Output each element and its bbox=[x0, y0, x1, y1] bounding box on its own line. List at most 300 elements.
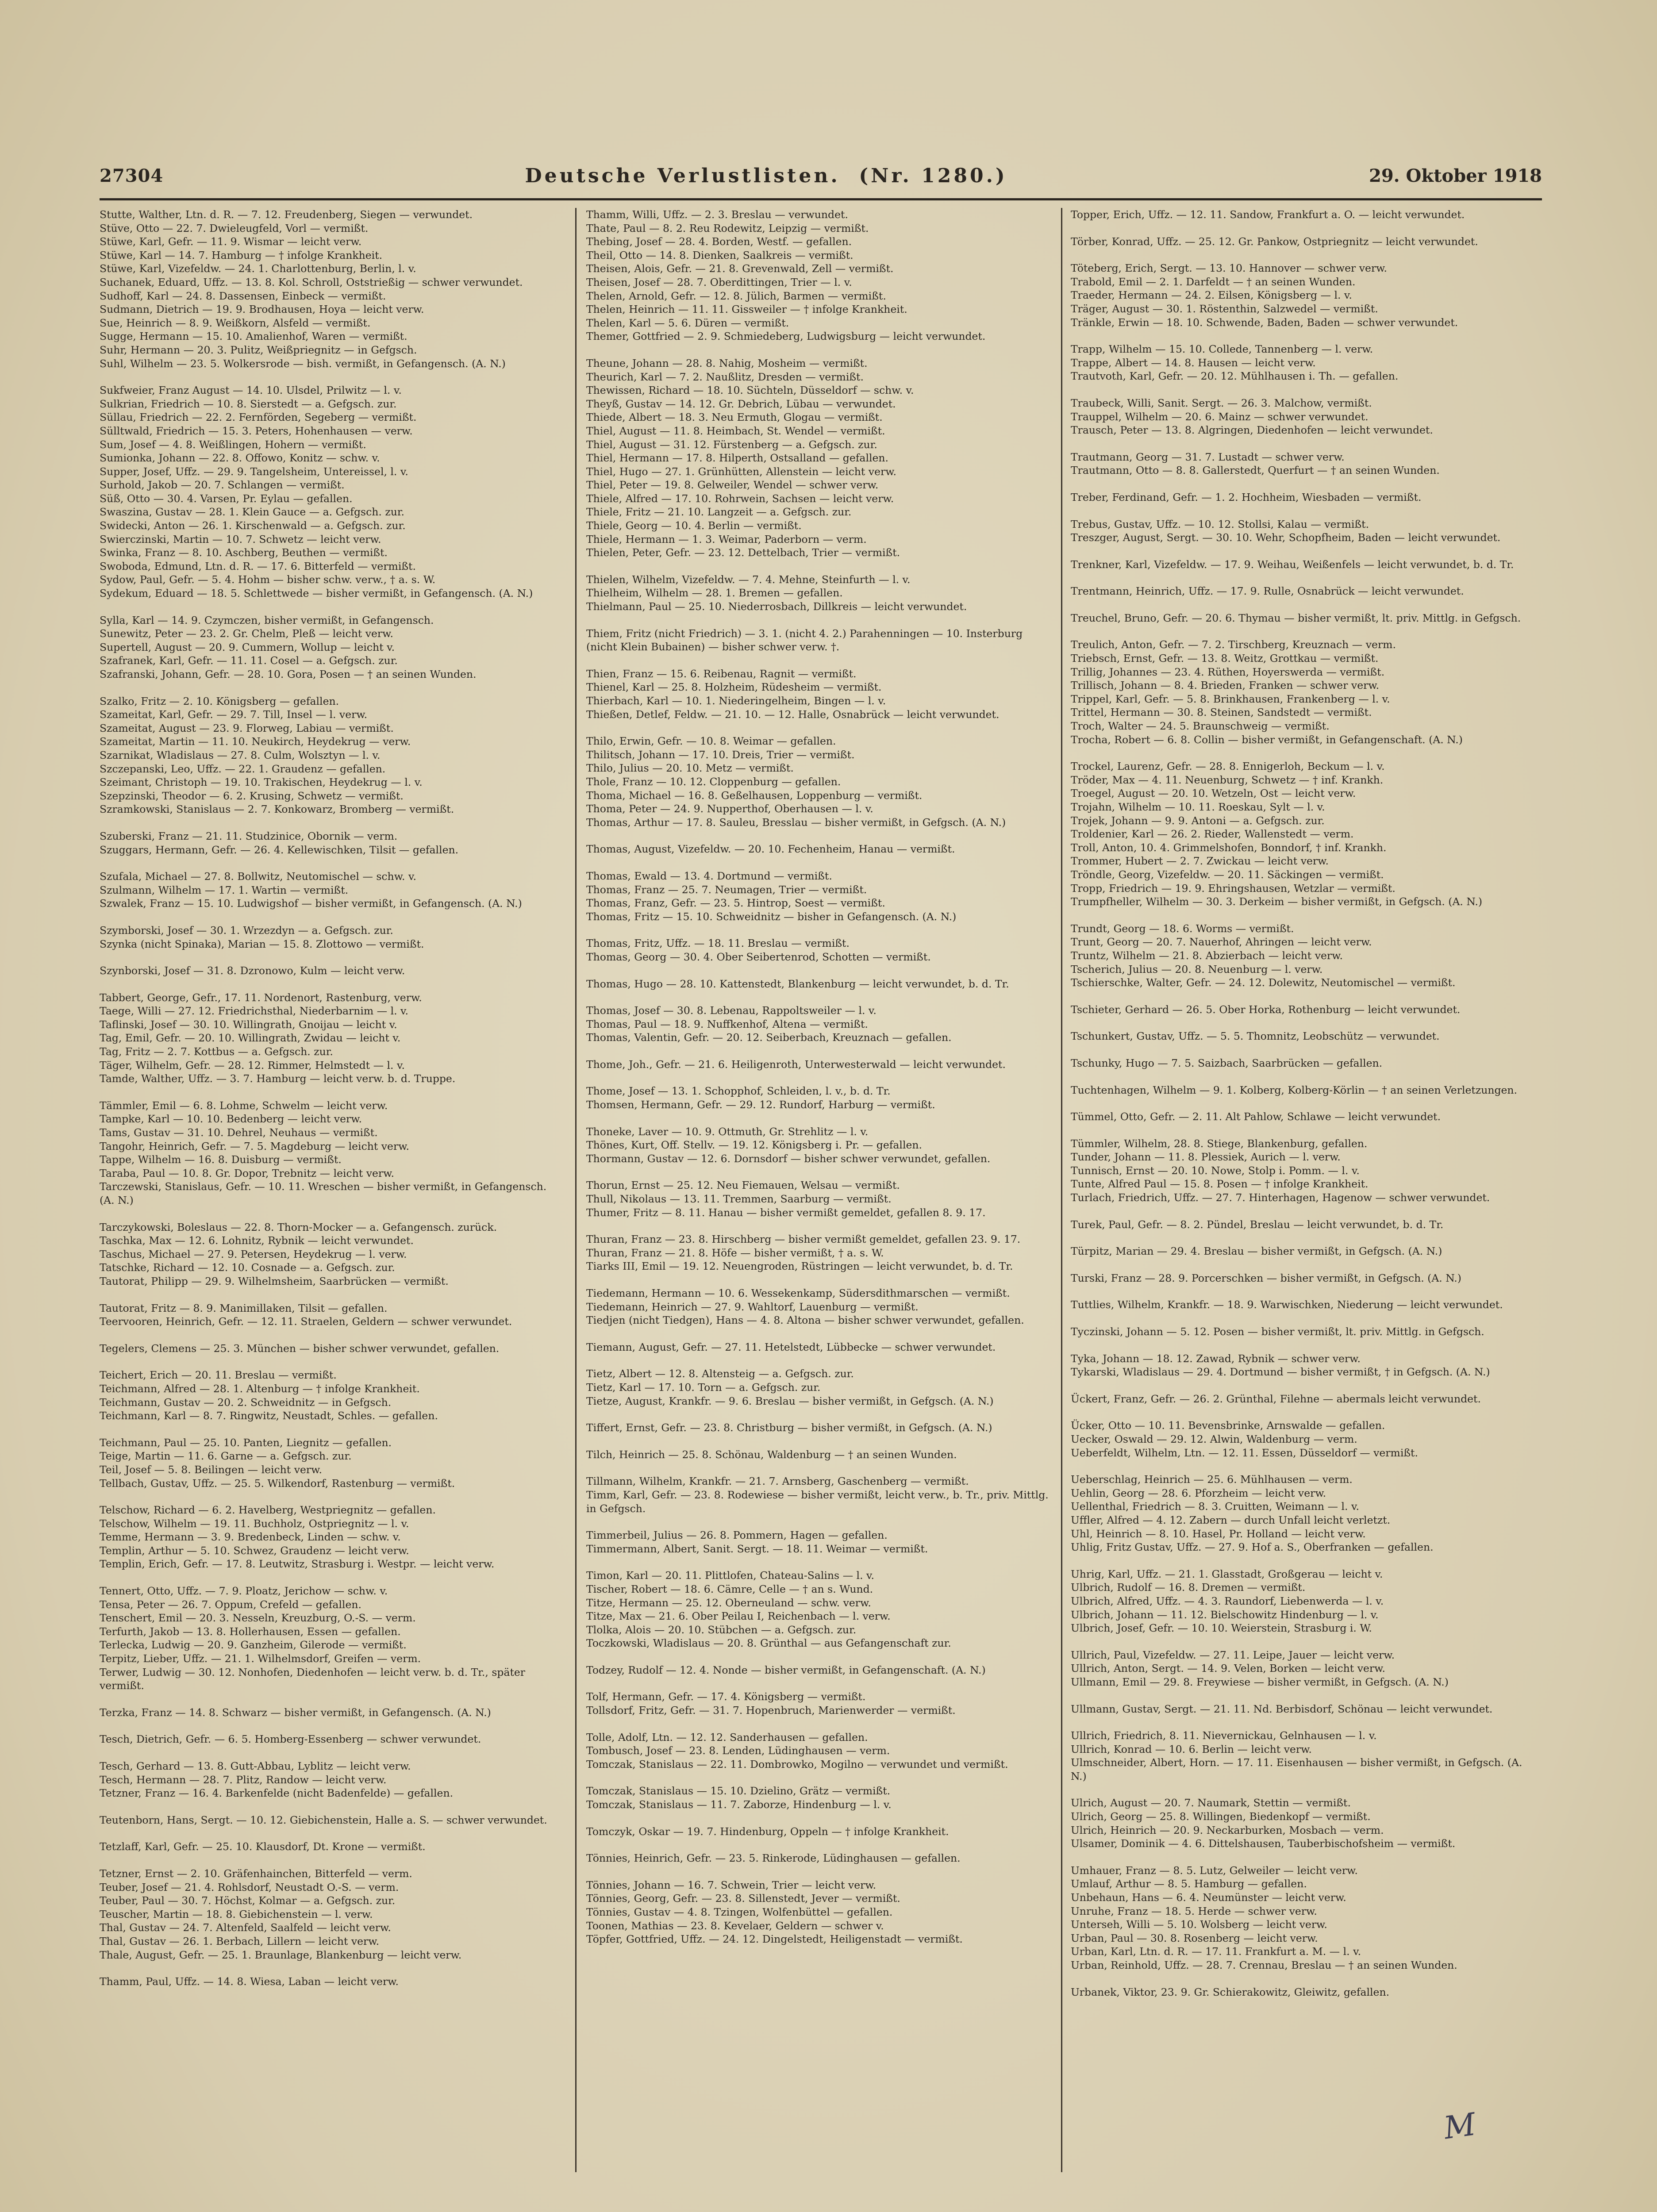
casualty-entry: Tlolka, Alois — 20. 10. Stübchen — a. Gefgsch. zur. bbox=[586, 1623, 857, 1636]
casualty-entry: Uecker, Oswald — 29. 12. Alwin, Waldenburg — verm. bbox=[1071, 1433, 1357, 1445]
casualty-entry: Telschow, Richard — 6. 2. Havelberg, Westpriegnitz — gefallen. bbox=[100, 1504, 436, 1517]
casualty-entry: Templin, Arthur — 5. 10. Schwez, Graudenz — leicht verw. bbox=[100, 1544, 409, 1557]
casualty-entry: Thamm, Paul, Uffz. — 14. 8. Wiesa, Laban — leicht verw. bbox=[100, 1975, 399, 1988]
casualty-entry: Tesch, Gerhard — 13. 8. Gutt-Abbau, Lyblitz — leicht verw. bbox=[100, 1760, 411, 1772]
casualty-entry: Tröder, Max — 4. 11. Neuenburg, Schwetz — † inf. Krankh. bbox=[1071, 773, 1384, 786]
entry-gap bbox=[100, 1962, 564, 1975]
casualty-entry: Töteberg, Erich, Sergt. — 13. 10. Hannover — schwer verw. bbox=[1071, 262, 1387, 275]
casualty-entry: Thomas, Franz — 25. 7. Neumagen, Trier — vermißt. bbox=[586, 883, 867, 896]
casualty-entry: Sugge, Hermann — 15. 10. Amalienhof, Waren — vermißt. bbox=[100, 330, 408, 343]
casualty-entry: Thate, Paul — 8. 2. Reu Rodewitz, Leipzig — vermißt. bbox=[586, 222, 869, 234]
entry-gap bbox=[1071, 248, 1535, 261]
casualty-entry: Suchanek, Eduard, Uffz. — 13. 8. Kol. Schroll, Oststrießig — schwer verwundet. bbox=[100, 276, 523, 288]
casualty-entry: Trillig, Johannes — 23. 4. Rüthen, Hoyerswerda — vermißt. bbox=[1071, 665, 1385, 678]
issue-date: 29. Oktober 1918 bbox=[1369, 165, 1542, 186]
casualty-entry: Tränkle, Erwin — 18. 10. Schwende, Baden, Baden — schwer verwundet. bbox=[1071, 316, 1458, 329]
entry-gap bbox=[1071, 222, 1535, 235]
casualty-entry: Türpitz, Marian — 29. 4. Breslau — bisher vermißt, in Gefgsch. (A. N.) bbox=[1071, 1245, 1442, 1258]
casualty-entry: Trunt, Georg — 20. 7. Nauerhof, Ahringen — leicht verw. bbox=[1071, 936, 1372, 949]
entry-gap bbox=[100, 1800, 564, 1813]
casualty-entry: Troegel, August — 20. 10. Wetzeln, Ost — leicht verw. bbox=[1071, 787, 1356, 800]
casualty-entry: Szameitat, August — 23. 9. Florweg, Labiau — vermißt. bbox=[100, 722, 394, 734]
casualty-entry: Tappe, Wilhelm — 16. 8. Duisburg — vermißt. bbox=[100, 1153, 342, 1166]
casualty-entry: Sumionka, Johann — 22. 8. Offowo, Konitz — schw. v. bbox=[100, 452, 380, 465]
casualty-entry: Thielmann, Paul — 25. 10. Niederrosbach, Dillkreis — leicht verwundet. bbox=[586, 600, 967, 613]
casualty-entry: Tiemann, August, Gefr. — 27. 11. Hetelstedt, Lübbecke — schwer verwundet. bbox=[586, 1340, 996, 1353]
casualty-entry: Theisen, Josef — 28. 7. Oberdittingen, Trier — l. v. bbox=[586, 276, 852, 288]
casualty-entry: Sum, Josef — 4. 8. Weißlingen, Hohern — vermißt. bbox=[100, 438, 366, 451]
entry-gap bbox=[586, 923, 1051, 937]
casualty-entry: Thoneke, Laver — 10. 9. Ottmuth, Gr. Strehlitz — l. v. bbox=[586, 1125, 869, 1138]
casualty-entry: Szuggars, Hermann, Gefr. — 26. 4. Kellewischken, Tilsit — gefallen. bbox=[100, 843, 459, 856]
casualty-entry: Tischer, Robert — 18. 6. Cämre, Celle — † an s. Wund. bbox=[586, 1582, 873, 1595]
casualty-entry: Ückert, Franz, Gefr. — 26. 2. Grünthal, Filehne — abermals leicht verwundet. bbox=[1071, 1392, 1481, 1405]
casualty-entry: Tabbert, George, Gefr., 17. 11. Nordenort, Rastenburg, verw. bbox=[100, 991, 422, 1004]
entry-gap bbox=[100, 1719, 564, 1732]
title-text: Deutsche Verlustlisten. bbox=[525, 164, 840, 187]
casualty-entry: Troll, Anton, 10. 4. Grimmelshofen, Bonndorf, † inf. Krankh. bbox=[1071, 841, 1387, 854]
entry-gap bbox=[1071, 1258, 1535, 1271]
casualty-entry: Thien, Franz — 15. 6. Reibenau, Ragnit — vermißt. bbox=[586, 667, 857, 680]
entry-gap bbox=[1071, 1459, 1535, 1473]
casualty-entry: Thießen, Detlef, Feldw. — 21. 10. — 12. Halle, Osnabrück — leicht verwundet. bbox=[586, 708, 1000, 721]
casualty-entry: Ulsamer, Dominik — 4. 6. Dittelshausen, Tauberbischofsheim — vermißt. bbox=[1071, 1837, 1456, 1850]
entry-gap bbox=[1071, 1231, 1535, 1244]
casualty-entry: Tensa, Peter — 26. 7. Oppum, Crefeld — gefallen. bbox=[100, 1598, 361, 1611]
casualty-entry: Trittel, Hermann — 30. 8. Steinen, Sandstedt — vermißt. bbox=[1071, 706, 1372, 719]
casualty-entry: Thönes, Kurt, Off. Stellv. — 19. 12. Königsberg i. Pr. — gefallen. bbox=[586, 1139, 922, 1152]
casualty-entry: Uhl, Heinrich — 8. 10. Hasel, Pr. Holland — leicht verw. bbox=[1071, 1527, 1366, 1540]
casualty-entry: Szulmann, Wilhelm — 17. 1. Wartin — vermißt. bbox=[100, 883, 349, 896]
casualty-entry: Trojahn, Wilhelm — 10. 11. Roeskau, Sylt — l. v. bbox=[1071, 801, 1325, 813]
casualty-entry: Turlach, Friedrich, Uffz. — 27. 7. Hinterhagen, Hagenow — schwer verwundet. bbox=[1071, 1191, 1490, 1204]
entry-gap bbox=[1071, 746, 1535, 760]
casualty-entry: Sudmann, Dietrich — 19. 9. Brodhausen, Hoya — leicht verw. bbox=[100, 303, 424, 316]
entry-gap bbox=[1071, 383, 1535, 396]
casualty-entry: Thiel, Hugo — 27. 1. Grünhütten, Allenstein — leicht verw. bbox=[586, 465, 897, 478]
entry-gap bbox=[586, 1354, 1051, 1367]
entry-gap bbox=[586, 654, 1051, 667]
casualty-entry: Tschieter, Gerhard — 26. 5. Ober Horka, Rothenburg — leicht verwundet. bbox=[1071, 1003, 1461, 1016]
casualty-entry: Thielheim, Wilhelm — 28. 1. Bremen — gefallen. bbox=[586, 587, 843, 599]
casualty-entry: Timm, Karl, Gefr. — 23. 8. Rodewiese — bisher vermißt, leicht verw., b. Tr., priv. Mittlg. in Gefgsch. bbox=[586, 1488, 1049, 1515]
casualty-entry: Unbehaun, Hans — 6. 4. Neumünster — leicht verw. bbox=[1071, 1891, 1346, 1904]
casualty-entry: Taraba, Paul — 10. 8. Gr. Dopor, Trebnitz — leicht verw. bbox=[100, 1167, 394, 1179]
casualty-entry: Thomsen, Hermann, Gefr. — 29. 12. Rundorf, Harburg — vermißt. bbox=[586, 1098, 935, 1111]
column-divider-1 bbox=[575, 208, 577, 2172]
casualty-entry: Turek, Paul, Gefr. — 8. 2. Pündel, Breslau — leicht verwundet, b. d. Tr. bbox=[1071, 1218, 1444, 1231]
casualty-entry: Unruhe, Franz — 18. 5. Herde — schwer verw. bbox=[1071, 1905, 1317, 1917]
casualty-entry: Teuscher, Martin — 18. 8. Giebichenstein — l. verw. bbox=[100, 1908, 373, 1920]
casualty-entry: Treszger, August, Sergt. — 30. 10. Wehr, Schopfheim, Baden — leicht verwundet. bbox=[1071, 531, 1501, 544]
casualty-entry: Tolle, Adolf, Ltn. — 12. 12. Sanderhausen — gefallen. bbox=[586, 1731, 868, 1743]
entry-gap bbox=[100, 978, 564, 991]
casualty-entry: Taschka, Max — 12. 6. Lohnitz, Rybnik — leicht verwundet. bbox=[100, 1234, 414, 1247]
casualty-entry: Stüwe, Karl, Gefr. — 11. 9. Wismar — leicht verw. bbox=[100, 235, 362, 248]
casualty-entry: Tykarski, Wladislaus — 29. 4. Dortmund — bisher vermißt, † in Gefgsch. (A. N.) bbox=[1071, 1366, 1490, 1379]
casualty-entry: Ulrich, Georg — 25. 8. Willingen, Biedenkopf — vermißt. bbox=[1071, 1810, 1371, 1823]
entry-gap bbox=[1071, 1716, 1535, 1729]
entry-gap bbox=[100, 600, 564, 614]
casualty-entry: Sudhoff, Karl — 24. 8. Dassensen, Einbeck — vermißt. bbox=[100, 289, 386, 302]
casualty-entry: Szarnikat, Wladislaus — 27. 8. Culm, Wolsztyn — l. v. bbox=[100, 749, 381, 761]
casualty-entry: Szepzinski, Theodor — 6. 2. Krusing, Schwetz — vermißt. bbox=[100, 789, 404, 802]
entry-gap bbox=[100, 1288, 564, 1302]
casualty-entry: Uhlig, Fritz Gustav, Uffz. — 27. 9. Hof a. S., Oberfranken — gefallen. bbox=[1071, 1541, 1434, 1554]
entry-gap bbox=[586, 1771, 1051, 1784]
casualty-entry: Tunder, Johann — 11. 8. Plessiek, Aurich — l. verw. bbox=[1071, 1151, 1341, 1164]
entry-gap bbox=[1071, 1689, 1535, 1702]
casualty-entry: Trumpfheller, Wilhelm — 30. 3. Derkeim — bisher vermißt, in Gefgsch. (A. N.) bbox=[1071, 895, 1483, 908]
casualty-entry: Tämmler, Emil — 6. 8. Lohme, Schwelm — leicht verw. bbox=[100, 1099, 388, 1112]
entry-gap bbox=[586, 1071, 1051, 1084]
casualty-entry: Teige, Martin — 11. 6. Garne — a. Gefgsch. zur. bbox=[100, 1450, 352, 1463]
casualty-entry: Trautvoth, Karl, Gefr. — 20. 12. Mühlhausen i. Th. — gefallen. bbox=[1071, 370, 1399, 383]
casualty-entry: Thelen, Karl — 5. 6. Düren — vermißt. bbox=[586, 316, 789, 329]
casualty-entry: Trautmann, Otto — 8. 8. Gallerstedt, Querfurt — † an seinen Wunden. bbox=[1071, 464, 1440, 477]
casualty-entry: Thamm, Willi, Uffz. — 2. 3. Breslau — verwundet. bbox=[586, 208, 848, 221]
casualty-entry: Swoboda, Edmund, Ltn. d. R. — 17. 6. Bitterfeld — vermißt. bbox=[100, 560, 416, 572]
casualty-entry: Ulrich, August — 20. 7. Naumark, Stettin — vermißt. bbox=[1071, 1797, 1351, 1809]
casualty-entry: Trocha, Robert — 6. 8. Collin — bisher vermißt, in Gefangenschaft. (A. N.) bbox=[1071, 733, 1463, 746]
casualty-entry: Thomas, Fritz, Uffz. — 18. 11. Breslau — vermißt. bbox=[586, 937, 850, 950]
casualty-entry: Tillmann, Wilhelm, Krankfr. — 21. 7. Arnsberg, Gaschenberg — vermißt. bbox=[586, 1475, 969, 1488]
casualty-entry: Uehlin, Georg — 28. 6. Pforzheim — leicht verw. bbox=[1071, 1486, 1326, 1499]
casualty-entry: Timmermann, Albert, Sanit. Sergt. — 18. 11. Weimar — vermißt. bbox=[586, 1542, 928, 1555]
casualty-entry: Telschow, Wilhelm — 19. 11. Buchholz, Ostpriegnitz — l. v. bbox=[100, 1517, 409, 1530]
casualty-entry: Thiede, Albert — 18. 3. Neu Ermuth, Glogau — vermißt. bbox=[586, 411, 883, 424]
casualty-entry: Trabold, Emil — 2. 1. Darfeldt — † an seinen Wunden. bbox=[1071, 275, 1356, 288]
casualty-entry: Umlauf, Arthur — 8. 5. Hamburg — gefallen. bbox=[1071, 1878, 1307, 1890]
casualty-entry: Teichmann, Alfred — 28. 1. Altenburg — † infolge Krankheit. bbox=[100, 1382, 420, 1395]
casualty-entry: Sulkrian, Friedrich — 10. 8. Sierstedt — a. Gefgsch. zur. bbox=[100, 397, 397, 410]
casualty-entry: Sunewitz, Peter — 23. 2. Gr. Chelm, Pleß — leicht verw. bbox=[100, 627, 393, 640]
casualty-entry: Thoma, Michael — 16. 8. Geßelhausen, Loppenburg — vermißt. bbox=[586, 789, 923, 802]
casualty-entry: Tennert, Otto, Uffz. — 7. 9. Ploatz, Jerichow — schw. v. bbox=[100, 1585, 388, 1598]
casualty-entry: Töpfer, Gottfried, Uffz. — 24. 12. Dingelstedt, Heiligenstadt — vermißt. bbox=[586, 1933, 963, 1946]
entry-gap bbox=[586, 1812, 1051, 1825]
column-2 bbox=[586, 208, 1051, 2181]
entry-gap bbox=[586, 1327, 1051, 1340]
entry-gap bbox=[1071, 1124, 1535, 1137]
casualty-entry: Tiedemann, Hermann — 10. 6. Wessekenkamp, Südersdithmarschen — vermißt. bbox=[586, 1287, 1010, 1299]
casualty-entry: Szufala, Michael — 27. 8. Bollwitz, Neutomischel — schw. v. bbox=[100, 870, 416, 883]
casualty-entry: Thoma, Peter — 24. 9. Nupperthof, Oberhausen — l. v. bbox=[586, 803, 873, 815]
casualty-entry: Timon, Karl — 20. 11. Plittlofen, Chateau-Salins — l. v. bbox=[586, 1569, 874, 1582]
casualty-entry: Toonen, Mathias — 23. 8. Kevelaer, Geldern — schwer v. bbox=[586, 1919, 884, 1932]
entry-gap bbox=[100, 1571, 564, 1584]
casualty-entry: Sydow, Paul, Gefr. — 5. 4. Hohm — bisher schw. verw., † a. s. W. bbox=[100, 573, 436, 586]
casualty-entry: Stutte, Walther, Ltn. d. R. — 7. 12. Freudenberg, Siegen — verwundet. bbox=[100, 208, 473, 221]
casualty-entry: Uffler, Alfred — 4. 12. Zabern — durch Unfall leicht verletzt. bbox=[1071, 1513, 1391, 1526]
casualty-entry: Ulbrich, Josef, Gefr. — 10. 10. Weierstein, Strasburg i. W. bbox=[1071, 1622, 1372, 1635]
casualty-entry: Thal, Gustav — 24. 7. Altenfeld, Saalfeld — leicht verw. bbox=[100, 1921, 391, 1934]
casualty-entry: Tolf, Hermann, Gefr. — 17. 4. Königsberg — vermißt. bbox=[586, 1690, 866, 1703]
entry-gap bbox=[100, 1490, 564, 1503]
entry-gap bbox=[586, 1165, 1051, 1179]
casualty-entry: Sukfweier, Franz August — 14. 10. Ulsdel, Prilwitz — l. v. bbox=[100, 384, 402, 397]
entry-gap bbox=[100, 910, 564, 924]
entry-gap bbox=[586, 1717, 1051, 1731]
entry-gap bbox=[1071, 1070, 1535, 1083]
casualty-entry: Tönnies, Heinrich, Gefr. — 23. 5. Rinkerode, Lüdinghausen — gefallen. bbox=[586, 1852, 961, 1865]
casualty-entry: Tollsdorf, Fritz, Gefr. — 31. 7. Hopenbruch, Marienwerder — vermißt. bbox=[586, 1704, 956, 1717]
casualty-entry: Thelen, Heinrich — 11. 11. Gissweiler — † infolge Krankheit. bbox=[586, 303, 907, 316]
casualty-entry: Tesch, Hermann — 28. 7. Plitz, Randow — leicht verw. bbox=[100, 1773, 387, 1786]
casualty-entry: Trebus, Gustav, Uffz. — 10. 12. Stollsi, Kalau — vermißt. bbox=[1071, 518, 1369, 530]
casualty-entry: Thormann, Gustav — 12. 6. Dornsdorf — bisher schwer verwundet, gefallen. bbox=[586, 1152, 991, 1165]
entry-gap bbox=[1071, 504, 1535, 518]
entry-gap bbox=[586, 560, 1051, 573]
casualty-entry: Thiele, Hermann — 1. 3. Weimar, Paderborn — verm. bbox=[586, 533, 867, 545]
casualty-entry: Tunte, Alfred Paul — 15. 8. Posen — † infolge Krankheit. bbox=[1071, 1178, 1369, 1190]
entry-gap bbox=[100, 1693, 564, 1706]
casualty-entry: Tomczak, Stanislaus — 22. 11. Dombrowko, Mogilno — verwundet und vermißt. bbox=[586, 1758, 1008, 1770]
casualty-entry: Tuchtenhagen, Wilhelm — 9. 1. Kolberg, Kolberg-Körlin — † an seinen Verletzungen. bbox=[1071, 1083, 1518, 1096]
casualty-entry: Täger, Wilhelm, Gefr. — 28. 12. Rimmer, Helmstedt — l. v. bbox=[100, 1059, 405, 1071]
entry-gap bbox=[586, 1650, 1051, 1663]
entry-gap bbox=[1071, 625, 1535, 638]
casualty-entry: Tscherich, Julius — 20. 8. Neuenburg — l. verw. bbox=[1071, 963, 1323, 975]
casualty-entry: Stüwe, Karl — 14. 7. Hamburg — † infolge Krankheit. bbox=[100, 249, 383, 261]
casualty-entry: Tschunky, Hugo — 7. 5. Saizbach, Saarbrücken — gefallen. bbox=[1071, 1056, 1383, 1069]
handwritten-mark: M bbox=[1442, 2106, 1478, 2147]
entry-gap bbox=[1071, 477, 1535, 491]
casualty-entry: Triebsch, Ernst, Gefr. — 13. 8. Weitz, Grottkau — vermißt. bbox=[1071, 652, 1379, 665]
casualty-entry: Szafranek, Karl, Gefr. — 11. 11. Cosel — a. Gefgsch. zur. bbox=[100, 654, 398, 667]
column-3 bbox=[1071, 208, 1535, 2181]
entry-gap bbox=[586, 991, 1051, 1004]
casualty-entry: Tams, Gustav — 31. 10. Dehrel, Neuhaus — vermißt. bbox=[100, 1126, 378, 1139]
casualty-entry: Terlecka, Ludwig — 20. 9. Ganzheim, Gilerode — vermißt. bbox=[100, 1639, 407, 1651]
casualty-entry: Swidecki, Anton — 26. 1. Kirschenwald — a. Gefgsch. zur. bbox=[100, 519, 406, 532]
casualty-entry: Trauppel, Wilhelm — 20. 6. Mainz — schwer verwundet. bbox=[1071, 410, 1369, 423]
entry-gap bbox=[1071, 1635, 1535, 1648]
casualty-entry: Urban, Paul — 30. 8. Rosenberg — leicht verw. bbox=[1071, 1932, 1318, 1944]
casualty-entry: Tietz, Karl — 17. 10. Torn — a. Gefgsch. zur. bbox=[586, 1381, 821, 1394]
column-1 bbox=[100, 208, 564, 2181]
casualty-entry: Teichmann, Gustav — 20. 2. Schweidnitz — in Gefgsch. bbox=[100, 1396, 392, 1409]
casualty-entry: Sülltwald, Friedrich — 15. 3. Peters, Hohenhausen — verw. bbox=[100, 424, 413, 437]
casualty-entry: Theurich, Karl — 7. 2. Naußlitz, Dresden — vermißt. bbox=[586, 370, 864, 383]
entry-gap bbox=[586, 1435, 1051, 1448]
casualty-entry: Thomas, Fritz — 15. 10. Schweidnitz — bisher in Gefangensch. (A. N.) bbox=[586, 910, 957, 923]
casualty-entry: Swaszina, Gustav — 28. 1. Klein Gauce — a. Gefgsch. zur. bbox=[100, 506, 404, 518]
casualty-entry: Szymborski, Josef — 30. 1. Wrzezdyn — a. Gefgsch. zur. bbox=[100, 924, 393, 937]
casualty-entry: Trockel, Laurenz, Gefr. — 28. 8. Ennigerloh, Beckum — l. v. bbox=[1071, 760, 1385, 773]
casualty-entry: Tatschke, Richard — 12. 10. Cosnade — a. Gefgsch. zur. bbox=[100, 1261, 395, 1274]
casualty-entry: Thal, Gustav — 26. 1. Berbach, Lillern — leicht verw. bbox=[100, 1935, 380, 1947]
entry-gap bbox=[1071, 1972, 1535, 1985]
casualty-entry: Szeimant, Christoph — 19. 10. Trakischen, Heydekrug — l. v. bbox=[100, 776, 423, 789]
casualty-entry: Szynborski, Josef — 31. 8. Dzronowo, Kulm — leicht verw. bbox=[100, 964, 405, 977]
casualty-entry: Tyka, Johann — 18. 12. Zawad, Rybnik — schwer verw. bbox=[1071, 1352, 1361, 1365]
casualty-entry: Tümmel, Otto, Gefr. — 2. 11. Alt Pahlow, Schlawe — leicht verwundet. bbox=[1071, 1110, 1441, 1123]
casualty-entry: Träger, August — 30. 1. Röstenthin, Salzwedel — vermißt. bbox=[1071, 302, 1378, 315]
casualty-entry: Trojek, Johann — 9. 9. Antoni — a. Gefgsch. zur. bbox=[1071, 814, 1325, 827]
casualty-entry: Theyß, Gustav — 14. 12. Gr. Debrich, Lübau — verwundet. bbox=[586, 397, 896, 410]
entry-gap bbox=[586, 1219, 1051, 1233]
casualty-entry: Thewissen, Richard — 18. 10. Süchteln, Düsseldorf — schw. v. bbox=[586, 384, 914, 397]
casualty-entry: Tietz, Albert — 12. 8. Altensteig — a. Gefgsch. zur. bbox=[586, 1367, 854, 1380]
casualty-entry: Urban, Karl, Ltn. d. R. — 17. 11. Frankfurt a. M. — l. v. bbox=[1071, 1945, 1361, 1958]
casualty-entry: Truntz, Wilhelm — 21. 8. Abzierbach — leicht verw. bbox=[1071, 949, 1343, 962]
casualty-entry: Tümmler, Wilhelm, 28. 8. Stiege, Blankenburg, gefallen. bbox=[1071, 1137, 1368, 1150]
casualty-entry: Trenkner, Karl, Vizefeldw. — 17. 9. Weihau, Weißenfels — leicht verwundet, b. d. Tr. bbox=[1071, 558, 1514, 571]
casualty-entry: Tampke, Karl — 10. 10. Bedenberg — leicht verw. bbox=[100, 1113, 362, 1125]
casualty-entry: Tamde, Walther, Uffz. — 3. 7. Hamburg — leicht verw. b. d. Truppe. bbox=[100, 1072, 456, 1085]
casualty-entry: Troch, Walter — 24. 5. Braunschweig — vermißt. bbox=[1071, 720, 1330, 733]
entry-gap bbox=[586, 1555, 1051, 1569]
casualty-entry: Tautorat, Philipp — 29. 9. Wilhelmsheim, Saarbrücken — vermißt. bbox=[100, 1275, 449, 1287]
casualty-entry: Tiffert, Ernst, Gefr. — 23. 8. Christburg — bisher vermißt, in Gefgsch. (A. N.) bbox=[586, 1421, 992, 1434]
page-title bbox=[525, 165, 1007, 187]
casualty-entry: Tag, Fritz — 2. 7. Kottbus — a. Gefgsch. zur. bbox=[100, 1045, 333, 1058]
casualty-entry: Süß, Otto — 30. 4. Varsen, Pr. Eylau — gefallen. bbox=[100, 492, 353, 505]
casualty-entry: Tag, Emil, Gefr. — 20. 10. Willingrath, Zwidau — leicht v. bbox=[100, 1032, 401, 1045]
casualty-entry: Thiele, Georg — 10. 4. Berlin — vermißt. bbox=[586, 519, 802, 532]
casualty-entry: Swierczinski, Martin — 10. 7. Schwetz — leicht verw. bbox=[100, 533, 381, 545]
casualty-entry: Tönnies, Georg, Gefr. — 23. 8. Sillenstedt, Jever — vermißt. bbox=[586, 1892, 900, 1905]
entry-gap bbox=[1071, 1285, 1535, 1298]
casualty-entry: Swinka, Franz — 8. 10. Aschberg, Beuthen — vermißt. bbox=[100, 546, 388, 559]
casualty-entry: Themer, Gottfried — 2. 9. Schmiedeberg, Ludwigsburg — leicht verwundet. bbox=[586, 330, 986, 343]
page-header bbox=[100, 160, 1542, 191]
casualty-entry: Theisen, Alois, Gefr. — 21. 8. Grevenwald, Zell — vermißt. bbox=[586, 262, 894, 275]
casualty-entry: Szameitat, Karl, Gefr. — 29. 7. Till, Insel — l. verw. bbox=[100, 708, 368, 721]
casualty-entry: Ulrich, Heinrich — 20. 9. Neckarburken, Mosbach — verm. bbox=[1071, 1824, 1384, 1836]
casualty-entry: Thienel, Karl — 25. 8. Holzheim, Rüdesheim — vermißt. bbox=[586, 681, 882, 694]
entry-gap bbox=[100, 816, 564, 830]
casualty-entry: Thierbach, Karl — 10. 1. Niederingelheim, Bingen — l. v. bbox=[586, 695, 886, 707]
entry-gap bbox=[586, 343, 1051, 357]
casualty-entry: Thuran, Franz — 23. 8. Hirschberg — bisher vermißt gemeldet, gefallen 23. 9. 17. bbox=[586, 1233, 1021, 1246]
casualty-entry: Tyczinski, Johann — 5. 12. Posen — bisher vermißt, lt. priv. Mittlg. in Gefgsch. bbox=[1071, 1325, 1484, 1338]
casualty-entry: Tunnisch, Ernst — 20. 10. Nowe, Stolp i. Pomm. — l. v. bbox=[1071, 1164, 1360, 1177]
casualty-entry: Troldenier, Karl — 26. 2. Rieder, Wallenstedt — verm. bbox=[1071, 828, 1354, 841]
casualty-entry: Timmerbeil, Julius — 26. 8. Pommern, Hagen — gefallen. bbox=[586, 1529, 888, 1542]
casualty-entry: Tschierschke, Walter, Gefr. — 24. 12. Dolewitz, Neutomischel — vermißt. bbox=[1071, 976, 1456, 989]
casualty-entry: Ullmann, Emil — 29. 8. Freywiese — bisher vermißt, in Gefgsch. (A. N.) bbox=[1071, 1675, 1449, 1688]
casualty-entry: Thiele, Fritz — 21. 10. Langzeit — a. Gefgsch. zur. bbox=[586, 506, 852, 518]
entry-gap bbox=[1071, 598, 1535, 611]
casualty-entry: Törber, Konrad, Uffz. — 25. 12. Gr. Pankow, Ostpriegnitz — leicht verwundet. bbox=[1071, 235, 1478, 248]
casualty-entry: Todzey, Rudolf — 12. 4. Nonde — bisher vermißt, in Gefangenschaft. (A. N.) bbox=[586, 1663, 986, 1676]
casualty-entry: Treber, Ferdinand, Gefr. — 1. 2. Hochheim, Wiesbaden — vermißt. bbox=[1071, 491, 1422, 503]
entry-gap bbox=[1071, 545, 1535, 558]
casualty-entry: Thorun, Ernst — 25. 12. Neu Fiemauen, Welsau — vermißt. bbox=[586, 1179, 900, 1192]
entry-gap bbox=[100, 1329, 564, 1342]
casualty-entry: Tiedemann, Heinrich — 27. 9. Wahltorf, Lauenburg — vermißt. bbox=[586, 1300, 919, 1313]
casualty-entry: Thiel, August — 31. 12. Fürstenberg — a. Gefgsch. zur. bbox=[586, 438, 877, 451]
casualty-entry: Thome, Joh., Gefr. — 21. 6. Heiligenroth, Unterwesterwald — leicht verwundet. bbox=[586, 1058, 1006, 1071]
casualty-entry: Treuchel, Bruno, Gefr. — 20. 6. Thymau — bisher vermißt, lt. priv. Mittlg. in Gefgsch. bbox=[1071, 611, 1521, 624]
casualty-entry: Tautorat, Fritz — 8. 9. Manimillaken, Tilsit — gefallen. bbox=[100, 1302, 388, 1314]
casualty-entry: Tesch, Dietrich, Gefr. — 6. 5. Homberg-Essenberg — schwer verwundet. bbox=[100, 1733, 481, 1746]
casualty-entry: Tschunkert, Gustav, Uffz. — 5. 5. Thomnitz, Leobschütz — verwundet. bbox=[1071, 1030, 1440, 1043]
page-number: 27304 bbox=[100, 165, 164, 186]
entry-gap bbox=[1071, 1783, 1535, 1796]
casualty-entry: Thomas, Franz, Gefr. — 23. 5. Hintrop, Soest — vermißt. bbox=[586, 897, 885, 910]
casualty-entry: Traeder, Hermann — 24. 2. Eilsen, Königsberg — l. v. bbox=[1071, 289, 1352, 302]
casualty-entry: Sylla, Karl — 14. 9. Czymczen, bisher vermißt, in Gefangensch. bbox=[100, 614, 434, 626]
casualty-entry: Tröndle, Georg, Vizefeldw. — 20. 11. Säckingen — vermißt. bbox=[1071, 868, 1384, 881]
entry-gap bbox=[1071, 1043, 1535, 1056]
casualty-entry: Tropp, Friedrich — 19. 9. Ehringshausen, Wetzlar — vermißt. bbox=[1071, 882, 1396, 895]
casualty-entry: Trundt, Georg — 18. 6. Worms — vermißt. bbox=[1071, 922, 1294, 935]
casualty-entry: Teuber, Josef — 21. 4. Rohlsdorf, Neustadt O.-S. — verm. bbox=[100, 1881, 399, 1893]
casualty-entry: Trentmann, Heinrich, Uffz. — 17. 9. Rulle, Osnabrück — leicht verwundet. bbox=[1071, 585, 1464, 598]
issue-number: (Nr. 1280.) bbox=[859, 164, 1007, 187]
casualty-entry: Trautmann, Georg — 31. 7. Lustadt — schwer verw. bbox=[1071, 450, 1345, 463]
casualty-entry: Treulich, Anton, Gefr. — 7. 2. Tirschberg, Kreuznach — verm. bbox=[1071, 638, 1396, 651]
casualty-entry: Szczepanski, Leo, Uffz. — 22. 1. Graudenz — gefallen. bbox=[100, 762, 386, 775]
header-rule bbox=[100, 198, 1542, 200]
casualty-entry: Tenschert, Emil — 20. 3. Nesseln, Kreuzburg, O.-S. — verm. bbox=[100, 1612, 416, 1624]
entry-gap bbox=[1071, 437, 1535, 450]
casualty-entry: Ücker, Otto — 10. 11. Bevensbrinke, Arnswalde — gefallen. bbox=[1071, 1419, 1385, 1432]
column-divider-2 bbox=[1061, 208, 1062, 2172]
entry-gap bbox=[1071, 1097, 1535, 1110]
casualty-entry: Toczkowski, Wladislaus — 20. 8. Grünthal — aus Gefangenschaft zur. bbox=[586, 1637, 951, 1650]
casualty-entry: Thiel, August — 11. 8. Heimbach, St. Wendel — vermißt. bbox=[586, 424, 885, 437]
casualty-entry: Ulbrich, Johann — 11. 12. Bielschowitz Hindenburg — l. v. bbox=[1071, 1608, 1379, 1621]
entry-gap bbox=[100, 370, 564, 384]
casualty-entry: Thull, Nikolaus — 13. 11. Tremmen, Saarburg — vermißt. bbox=[586, 1193, 892, 1206]
casualty-entry: Teichmann, Karl — 8. 7. Ringwitz, Neustadt, Schles. — gefallen. bbox=[100, 1409, 438, 1422]
casualty-entry: Teichert, Erich — 20. 11. Breslau — vermißt. bbox=[100, 1369, 337, 1382]
entry-gap bbox=[1071, 1312, 1535, 1325]
casualty-entry: Theil, Otto — 14. 8. Dienken, Saalkreis — vermißt. bbox=[586, 249, 853, 261]
casualty-entry: Unterseh, Willi — 5. 10. Wolsberg — leicht verw. bbox=[1071, 1918, 1327, 1931]
casualty-entry: Thomas, Josef — 30. 8. Lebenau, Rappoltsweiler — l. v. bbox=[586, 1004, 877, 1017]
entry-gap bbox=[100, 1827, 564, 1840]
casualty-entry: Thebing, Josef — 28. 4. Borden, Westf. — gefallen. bbox=[586, 235, 852, 248]
entry-gap bbox=[1071, 1379, 1535, 1392]
entry-gap bbox=[100, 951, 564, 964]
casualty-entry: Thumer, Fritz — 8. 11. Hanau — bisher vermißt gemeldet, gefallen 8. 9. 17. bbox=[586, 1206, 986, 1219]
casualty-entry: Tuttlies, Wilhelm, Krankfr. — 18. 9. Warwischken, Niederung — leicht verwundet. bbox=[1071, 1298, 1503, 1311]
casualty-entry: Teutenborn, Hans, Sergt. — 10. 12. Giebichenstein, Halle a. S. — schwer verwundet. bbox=[100, 1813, 547, 1826]
casualty-entry: Ullrich, Paul, Vizefeldw. — 27. 11. Leipe, Jauer — leicht verw. bbox=[1071, 1648, 1395, 1661]
entry-gap bbox=[586, 721, 1051, 734]
casualty-entry: Thomas, Arthur — 17. 8. Sauleu, Bresslau — bisher vermißt, in Gefgsch. (A. N.) bbox=[586, 816, 1006, 829]
casualty-entry: Tomczak, Stanislaus — 15. 10. Dzielino, Grätz — vermißt. bbox=[586, 1785, 891, 1797]
casualty-entry: Ullrich, Friedrich, 8. 11. Nievernickau, Gelnhausen — l. v. bbox=[1071, 1729, 1377, 1742]
casualty-entry: Szwalek, Franz — 15. 10. Ludwigshof — bisher vermißt, in Gefangensch. (A. N.) bbox=[100, 897, 522, 910]
casualty-entry: Ulmschneider, Albert, Horn. — 17. 11. Eisenhausen — bisher vermißt, in Gefgsch. (A. N.) bbox=[1071, 1756, 1522, 1782]
entry-gap bbox=[586, 1273, 1051, 1286]
casualty-entry: Templin, Erich, Gefr. — 17. 8. Leutwitz, Strasburg i. Westpr. — leicht verw. bbox=[100, 1558, 495, 1571]
casualty-entry: Umhauer, Franz — 8. 5. Lutz, Gelweiler — leicht verw. bbox=[1071, 1864, 1358, 1877]
casualty-entry: Tomczak, Stanislaus — 11. 7. Zaborze, Hindenburg — l. v. bbox=[586, 1798, 892, 1811]
casualty-entry: Trausch, Peter — 13. 8. Algringen, Diedenhofen — leicht verwundet. bbox=[1071, 424, 1433, 437]
casualty-entry: Thilitsch, Johann — 17. 10. Dreis, Trier — vermißt. bbox=[586, 748, 855, 761]
entry-gap bbox=[100, 1854, 564, 1867]
entry-gap bbox=[100, 1746, 564, 1759]
casualty-entry: Thiele, Alfred — 17. 10. Rohrwein, Sachsen — leicht verw. bbox=[586, 492, 894, 505]
casualty-entry: Urbanek, Viktor, 23. 9. Gr. Schierakowitz, Gleiwitz, gefallen. bbox=[1071, 1985, 1390, 1998]
casualty-entry: Tegelers, Clemens — 25. 3. München — bisher schwer verwundet, gefallen. bbox=[100, 1342, 500, 1355]
entry-gap bbox=[586, 1515, 1051, 1528]
casualty-entry: Uhrig, Karl, Uffz. — 21. 1. Glasstadt, Großgerau — leicht v. bbox=[1071, 1567, 1383, 1580]
casualty-entry: Thole, Franz — 10. 12. Cloppenburg — gefallen. bbox=[586, 775, 841, 788]
casualty-entry: Thomas, Ewald — 13. 4. Dortmund — vermißt. bbox=[586, 869, 832, 882]
casualty-entry: Thomas, August, Vizefeldw. — 20. 10. Fechenheim, Hanau — vermißt. bbox=[586, 843, 955, 856]
casualty-entry: Thomas, Hugo — 28. 10. Kattenstedt, Blankenburg — leicht verwundet, b. d. Tr. bbox=[586, 977, 1009, 990]
casualty-entry: Taschus, Michael — 27. 9. Petersen, Heydekrug — l. verw. bbox=[100, 1248, 407, 1260]
entry-gap bbox=[586, 964, 1051, 977]
